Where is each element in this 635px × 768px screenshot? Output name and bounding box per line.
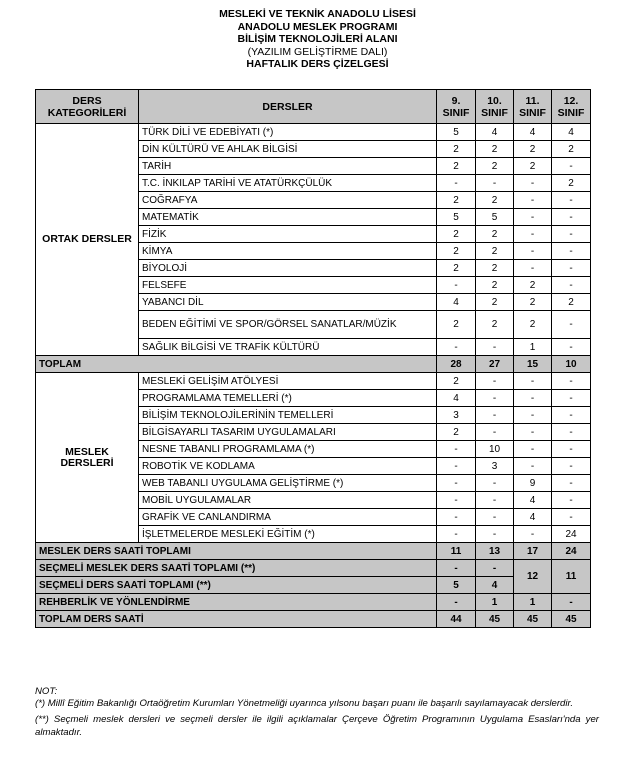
meslek-total-row-g11: 17 [514,543,552,560]
course-name: BİLİŞİM TEKNOLOJİLERİNİN TEMELLERİ [139,407,437,424]
note-2: (**) Seçmeli meslek dersleri ve seçmeli dersler ile ilgili açıklamalar Çerçeve Öğretim Programının Uygulama Esasları'nda yer almaktadır. [35,714,599,738]
hours-g12: - [552,390,591,407]
hours-g11: 2 [514,158,552,175]
hours-g11: - [514,243,552,260]
col-grade-10: 10. SINIF [476,90,514,124]
hours-g12: - [552,509,591,526]
hours-g9: 4 [437,294,476,311]
hours-g9: 2 [437,141,476,158]
note-1: (*) Millî Eğitim Bakanlığı Ortaöğretim Kurumları Yönetmeliği uyarınca yılsonu başarı puanı ile başarılı sayılamayacak derslerdir. [35,698,574,710]
hours-g12: - [552,158,591,175]
hours-g9: 2 [437,260,476,277]
table-header-row [36,90,591,124]
elective-vocational-row [36,560,591,577]
elective-merged-g12: 11 [552,560,591,594]
weekly-schedule-table [35,89,591,628]
hours-g11: 4 [514,124,552,141]
hours-g12: - [552,458,591,475]
grand-total-row-label: TOPLAM DERS SAATİ [36,611,437,628]
hours-g10: - [476,373,514,390]
hours-g9: 2 [437,424,476,441]
hours-g9: 2 [437,243,476,260]
hours-g10: - [476,339,514,356]
guidance-row-label: REHBERLİK VE YÖNLENDİRME [36,594,437,611]
hours-g10: - [476,390,514,407]
guidance-row-g12: - [552,594,591,611]
hours-g11: 2 [514,277,552,294]
elective-vocational-row-g10: - [476,560,514,577]
col-category: DERS KATEGORİLERİ [36,90,139,124]
hours-g12: - [552,424,591,441]
hours-g12: 2 [552,175,591,192]
hours-g9: 2 [437,373,476,390]
header-field: BİLİŞİM TEKNOLOJİLERİ ALANI [237,33,398,46]
hours-g12: - [552,209,591,226]
header-school: MESLEKİ VE TEKNİK ANADOLU LİSESİ [219,8,416,20]
hours-g12: - [552,475,591,492]
hours-g11: - [514,373,552,390]
header-branch: (YAZILIM GELİŞTİRME DALI) [247,45,388,58]
hours-g10: 5 [476,209,514,226]
meslek-total-row [36,543,591,560]
hours-g9: 5 [437,209,476,226]
header-program: ANADOLU MESLEK PROGRAMI [237,20,398,33]
hours-g9: 4 [437,390,476,407]
meslek-total-row-label: MESLEK DERS SAATİ TOPLAMI [36,543,437,560]
hours-g12: - [552,192,591,209]
hours-g9: - [437,492,476,509]
table-row [36,373,591,390]
course-name: BEDEN EĞİTİMİ VE SPOR/GÖRSEL SANATLAR/MÜZİK [139,311,437,339]
course-name: YABANCI DİL [139,294,437,311]
course-name: NESNE TABANLI PROGRAMLAMA (*) [139,441,437,458]
hours-g9: - [437,175,476,192]
hours-g9: 2 [437,311,476,339]
hours-g10: 2 [476,243,514,260]
hours-g9: 2 [437,226,476,243]
course-name: FELSEFE [139,277,437,294]
course-name: MESLEKİ GELİŞİM ATÖLYESİ [139,373,437,390]
grand-total-row [36,611,591,628]
course-name: MATEMATİK [139,209,437,226]
hours-g10: 2 [476,158,514,175]
hours-g10: - [476,175,514,192]
hours-g10: - [476,475,514,492]
grand-total-row-g12: 45 [552,611,591,628]
hours-g12: - [552,492,591,509]
course-name: FİZİK [139,226,437,243]
hours-g11: - [514,526,552,543]
hours-g11: - [514,441,552,458]
hours-g10: - [476,509,514,526]
col-courses: DERSLER [139,90,437,124]
guidance-row-g11: 1 [514,594,552,611]
course-name: SAĞLIK BİLGİSİ VE TRAFİK KÜLTÜRÜ [139,339,437,356]
hours-g12: - [552,339,591,356]
hours-g9: - [437,509,476,526]
toplam-row-g10: 27 [476,356,514,373]
toplam-row-g12: 10 [552,356,591,373]
hours-g10: 2 [476,277,514,294]
hours-g10: 2 [476,192,514,209]
toplam-row [36,356,591,373]
hours-g11: 4 [514,492,552,509]
elective-vocational-row-g9: - [437,560,476,577]
meslek-total-row-g10: 13 [476,543,514,560]
guidance-row-g10: 1 [476,594,514,611]
hours-g9: - [437,441,476,458]
hours-g11: - [514,407,552,424]
ortak-category-cell: ORTAK DERSLER [36,124,139,356]
hours-g9: 5 [437,124,476,141]
hours-g10: 10 [476,441,514,458]
course-name: COĞRAFYA [139,192,437,209]
hours-g9: 2 [437,192,476,209]
toplam-row-g11: 15 [514,356,552,373]
elective-row-label: SEÇMELİ DERS SAATİ TOPLAMI (**) [36,577,437,594]
elective-row-g10: 4 [476,577,514,594]
course-name: GRAFİK VE CANLANDIRMA [139,509,437,526]
hours-g10: - [476,407,514,424]
course-name: BİYOLOJİ [139,260,437,277]
course-name: DİN KÜLTÜRÜ VE AHLAK BİLGİSİ [139,141,437,158]
toplam-row-label: TOPLAM [36,356,437,373]
hours-g12: - [552,277,591,294]
hours-g10: 2 [476,311,514,339]
grand-total-row-g9: 44 [437,611,476,628]
course-name: MOBİL UYGULAMALAR [139,492,437,509]
elective-row [36,577,591,594]
hours-g11: 2 [514,311,552,339]
grand-total-row-g10: 45 [476,611,514,628]
hours-g11: - [514,424,552,441]
hours-g9: - [437,277,476,294]
hours-g11: - [514,175,552,192]
elective-vocational-row-label: SEÇMELİ MESLEK DERS SAATİ TOPLAMI (**) [36,560,437,577]
course-name: ROBOTİK VE KODLAMA [139,458,437,475]
grand-total-row-g11: 45 [514,611,552,628]
elective-merged-g11: 12 [514,560,552,594]
hours-g10: 3 [476,458,514,475]
col-grade-9: 9. SINIF [437,90,476,124]
hours-g11: - [514,209,552,226]
hours-g9: - [437,475,476,492]
hours-g12: 4 [552,124,591,141]
hours-g11: - [514,390,552,407]
hours-g10: 2 [476,294,514,311]
hours-g12: - [552,311,591,339]
hours-g11: 2 [514,141,552,158]
hours-g10: 2 [476,260,514,277]
hours-g12: - [552,441,591,458]
table-row [36,124,591,141]
course-name: TARİH [139,158,437,175]
hours-g12: 2 [552,294,591,311]
document-header [0,8,635,71]
notes [35,686,599,739]
course-name: TÜRK DİLİ VE EDEBİYATI (*) [139,124,437,141]
course-name: BİLGİSAYARLI TASARIM UYGULAMALARI [139,424,437,441]
hours-g11: 1 [514,339,552,356]
hours-g9: 2 [437,158,476,175]
hours-g10: - [476,526,514,543]
toplam-row-g9: 28 [437,356,476,373]
hours-g12: - [552,407,591,424]
hours-g11: - [514,192,552,209]
meslek-total-row-g12: 24 [552,543,591,560]
hours-g9: 3 [437,407,476,424]
hours-g12: - [552,373,591,390]
meslek-total-row-g9: 11 [437,543,476,560]
hours-g12: - [552,226,591,243]
hours-g9: - [437,339,476,356]
meslek-category-cell: MESLEK DERSLERİ [36,373,139,543]
course-name: WEB TABANLI UYGULAMA GELİŞTİRME (*) [139,475,437,492]
course-name: KİMYA [139,243,437,260]
hours-g12: - [552,260,591,277]
hours-g10: 2 [476,141,514,158]
hours-g10: - [476,424,514,441]
notes-title: NOT: [35,686,58,697]
hours-g11: 4 [514,509,552,526]
course-name: T.C. İNKILAP TARİHİ VE ATATÜRKÇÜLÜK [139,175,437,192]
hours-g12: 2 [552,141,591,158]
course-name: PROGRAMLAMA TEMELLERİ (*) [139,390,437,407]
hours-g12: - [552,243,591,260]
guidance-row [36,594,591,611]
hours-g10: 2 [476,226,514,243]
col-grade-12: 12. SINIF [552,90,591,124]
hours-g11: 9 [514,475,552,492]
hours-g10: 4 [476,124,514,141]
hours-g11: - [514,226,552,243]
hours-g9: - [437,458,476,475]
guidance-row-g9: - [437,594,476,611]
header-title: HAFTALIK DERS ÇİZELGESİ [246,58,389,71]
hours-g10: - [476,492,514,509]
hours-g9: - [437,526,476,543]
hours-g11: - [514,260,552,277]
col-grade-11: 11. SINIF [514,90,552,124]
elective-row-g9: 5 [437,577,476,594]
course-name: İŞLETMELERDE MESLEKİ EĞİTİM (*) [139,526,437,543]
hours-g11: 2 [514,294,552,311]
hours-g12: 24 [552,526,591,543]
hours-g11: - [514,458,552,475]
